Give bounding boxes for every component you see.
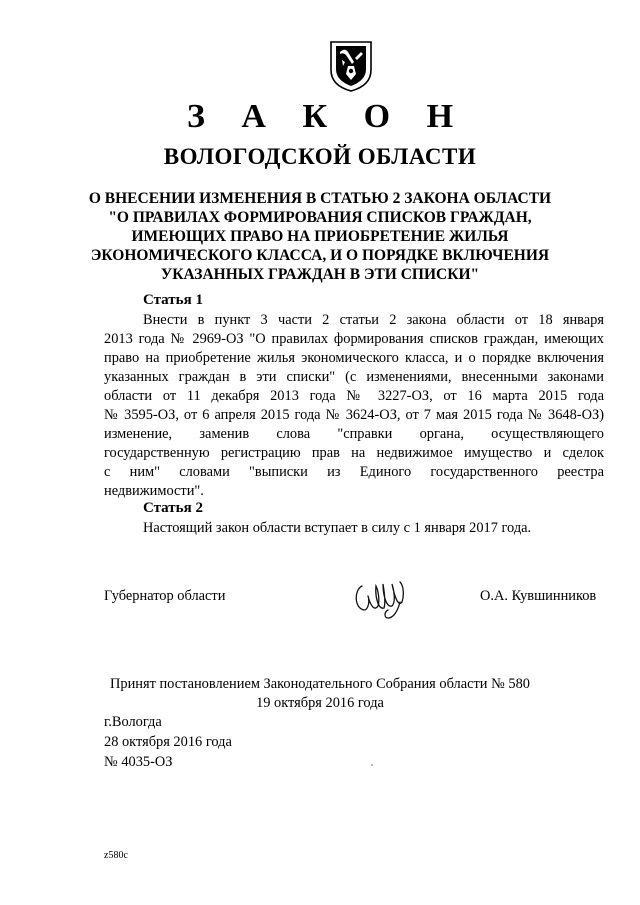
subject-line: О ВНЕСЕНИИ ИЗМЕНЕНИЯ В СТАТЬЮ 2 ЗАКОНА ОБЛАСТИ <box>88 190 552 207</box>
handwritten-signature <box>348 572 410 620</box>
article-1-line: государственную регистрацию прав на недвижимое имущество и сделок <box>104 445 604 461</box>
governor-name: О.А. Кувшинников <box>480 588 597 604</box>
issue-details <box>104 712 232 772</box>
article-1-line: Внести в пункт 3 части 2 статьи 2 закона области от 18 января <box>143 312 604 328</box>
subject-line: ИМЕЮЩИХ ПРАВО НА ПРИОБРЕТЕНИЕ ЖИЛЬЯ <box>131 228 509 245</box>
scan-speck <box>371 764 373 766</box>
article-1-line: право на приобретение жилья экономического класса, и о порядке включения <box>104 350 604 366</box>
article-1-line: области от 11 декабря 2013 года № 3227-ОЗ, от 16 марта 2015 года <box>104 388 604 404</box>
article-1-body <box>104 311 604 501</box>
issue-date: 28 октября 2016 года <box>104 734 232 750</box>
article-1-line: с ним" словами "выписки из Единого государственного реестра <box>104 464 604 480</box>
article-1-line: изменение, заменив слова "справки органа, осуществляющего <box>104 426 604 442</box>
document-code: z580c <box>104 850 128 861</box>
law-subject <box>60 189 580 284</box>
article-1-line: № 3595-ОЗ, от 6 апреля 2015 года № 3624-ОЗ, от 7 мая 2015 года № 3648-ОЗ) <box>104 407 604 423</box>
article-1-heading: Статья 1 <box>143 292 203 308</box>
article-1-line: 2013 года № 2969-ОЗ "О правилах формирования списков граждан, имеющих <box>104 331 604 347</box>
document-region: ВОЛОГОДСКОЙ ОБЛАСТИ <box>163 144 477 169</box>
article-2-heading: Статья 2 <box>143 500 203 516</box>
article-1-line: указанных граждан в эти списки" (с изменениями, внесенными законами <box>104 369 604 385</box>
article-2-text: Настоящий закон области вступает в силу с 1 января 2017 года. <box>143 520 532 536</box>
article-2-body <box>104 519 604 538</box>
document-title: З А К О Н <box>186 98 468 135</box>
governor-title: Губернатор области <box>104 588 226 604</box>
adoption-date: 19 октября 2016 года <box>256 695 384 711</box>
adoption-note <box>0 675 640 713</box>
coat-of-arms-icon <box>328 40 374 92</box>
subject-line: "О ПРАВИЛАХ ФОРМИРОВАНИЯ СПИСКОВ ГРАЖДАН, <box>108 209 532 226</box>
subject-line: ЭКОНОМИЧЕСКОГО КЛАССА, И О ПОРЯДКЕ ВКЛЮЧЕНИЯ <box>90 247 550 264</box>
subject-line: УКАЗАННЫХ ГРАЖДАН В ЭТИ СПИСКИ" <box>160 266 480 283</box>
issue-city: г.Вологда <box>104 714 162 730</box>
law-number: № 4035-ОЗ <box>104 754 173 770</box>
article-1-line: недвижимости". <box>104 483 204 499</box>
adoption-line: Принят постановлением Законодательного Собрания области № 580 <box>109 676 530 692</box>
